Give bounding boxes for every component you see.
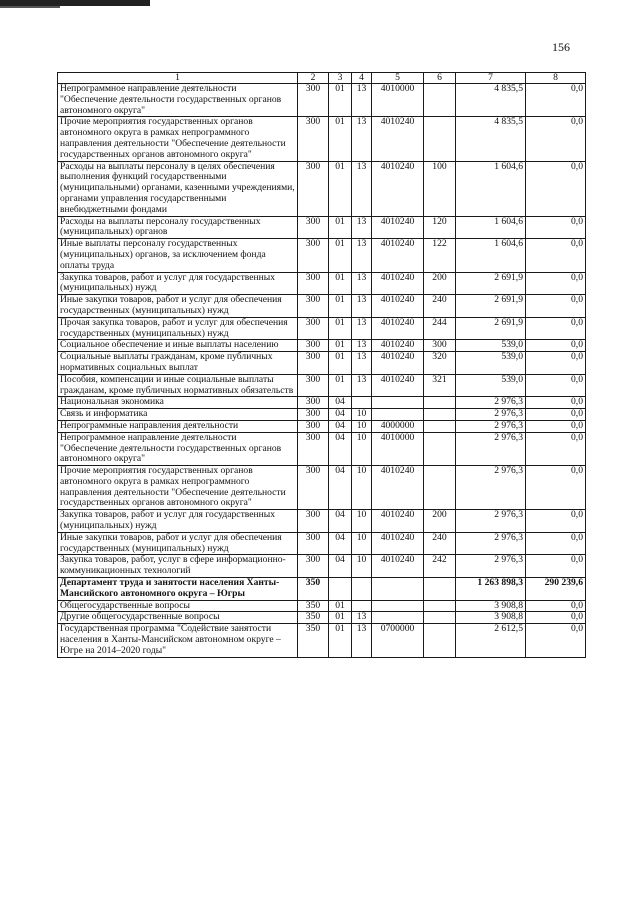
row-section-cell	[329, 578, 352, 601]
row-type-cell	[424, 117, 456, 161]
row-target-cell: 4010240	[372, 161, 424, 216]
column-header: 3	[329, 73, 352, 84]
row-section-cell: 01	[329, 374, 352, 397]
row-subsection-cell: 13	[352, 352, 372, 375]
row-subsection-cell: 10	[352, 510, 372, 533]
row-name-cell: Другие общегосударственные вопросы	[58, 612, 298, 624]
row-name-cell: Прочая закупка товаров, работ и услуг для обеспечения государственных (муниципальных) нужд	[58, 317, 298, 340]
row-subsection-cell: 13	[352, 161, 372, 216]
row-code-cell: 300	[298, 510, 329, 533]
row-amount-cell: 2 976,3	[456, 397, 526, 409]
row-target-cell	[372, 612, 424, 624]
row-code-cell: 300	[298, 84, 329, 117]
row-type-cell	[424, 409, 456, 421]
row-name-cell: Закупка товаров, работ и услуг для государственных (муниципальных) нужд	[58, 510, 298, 533]
row-amount2-cell: 0,0	[526, 161, 586, 216]
row-amount2-cell: 0,0	[526, 117, 586, 161]
row-type-cell: 122	[424, 239, 456, 272]
row-amount2-cell: 0,0	[526, 612, 586, 624]
row-section-cell: 04	[329, 510, 352, 533]
row-amount-cell: 2 976,3	[456, 409, 526, 421]
row-amount2-cell: 290 239,6	[526, 578, 586, 601]
row-type-cell	[424, 612, 456, 624]
column-header: 5	[372, 73, 424, 84]
row-subsection-cell: 13	[352, 272, 372, 295]
row-code-cell: 300	[298, 420, 329, 432]
row-amount2-cell: 0,0	[526, 374, 586, 397]
row-name-cell: Непрограммное направление деятельности "Обеспечение деятельности государственных органов автономного округа"	[58, 432, 298, 465]
row-type-cell: 120	[424, 216, 456, 239]
row-type-cell	[424, 84, 456, 117]
table-row	[58, 352, 586, 375]
row-amount2-cell: 0,0	[526, 272, 586, 295]
table-row	[58, 466, 586, 510]
row-subsection-cell: 10	[352, 432, 372, 465]
row-name-cell: Государственная программа "Содействие занятости населения в Ханты-Мансийском автономном округе – Югре на 2014–2020 годы"	[58, 624, 298, 657]
row-name-cell: Иные выплаты персоналу государственных (муниципальных) органов, за исключением фонда оплаты труда	[58, 239, 298, 272]
row-type-cell	[424, 624, 456, 657]
row-target-cell: 4010240	[372, 216, 424, 239]
column-header: 4	[352, 73, 372, 84]
table-row	[58, 161, 586, 216]
row-amount2-cell: 0,0	[526, 84, 586, 117]
row-code-cell: 300	[298, 432, 329, 465]
row-subsection-cell: 10	[352, 409, 372, 421]
row-subsection-cell: 13	[352, 317, 372, 340]
row-code-cell: 300	[298, 117, 329, 161]
row-subsection-cell: 13	[352, 374, 372, 397]
row-amount-cell: 3 908,8	[456, 600, 526, 612]
row-amount-cell: 4 835,5	[456, 84, 526, 117]
row-amount2-cell: 0,0	[526, 340, 586, 352]
row-amount-cell: 2 691,9	[456, 272, 526, 295]
row-code-cell: 350	[298, 624, 329, 657]
row-section-cell: 01	[329, 295, 352, 318]
row-amount-cell: 539,0	[456, 352, 526, 375]
table-row	[58, 409, 586, 421]
row-target-cell: 4010240	[372, 295, 424, 318]
row-subsection-cell: 13	[352, 624, 372, 657]
row-amount-cell: 4 835,5	[456, 117, 526, 161]
column-header: 1	[58, 73, 298, 84]
row-amount2-cell: 0,0	[526, 555, 586, 578]
row-name-cell: Пособия, компенсации и иные социальные выплаты гражданам, кроме публичных нормативных обязательств	[58, 374, 298, 397]
row-name-cell: Социальное обеспечение и иные выплаты населению	[58, 340, 298, 352]
row-target-cell	[372, 409, 424, 421]
row-type-cell: 240	[424, 295, 456, 318]
row-code-cell: 300	[298, 317, 329, 340]
row-target-cell: 0700000	[372, 624, 424, 657]
row-name-cell: Иные закупки товаров, работ и услуг для обеспечения государственных (муниципальных) нужд	[58, 295, 298, 318]
row-amount-cell: 2 691,9	[456, 317, 526, 340]
row-code-cell: 300	[298, 555, 329, 578]
row-type-cell: 300	[424, 340, 456, 352]
row-target-cell	[372, 397, 424, 409]
row-amount-cell: 539,0	[456, 374, 526, 397]
table-row	[58, 420, 586, 432]
row-amount2-cell: 0,0	[526, 600, 586, 612]
row-subsection-cell: 10	[352, 466, 372, 510]
column-header: 2	[298, 73, 329, 84]
row-amount-cell: 2 976,3	[456, 420, 526, 432]
row-name-cell: Социальные выплаты гражданам, кроме публичных нормативных социальных выплат	[58, 352, 298, 375]
row-section-cell: 04	[329, 409, 352, 421]
row-code-cell: 350	[298, 600, 329, 612]
row-name-cell: Непрограммные направления деятельности	[58, 420, 298, 432]
row-amount-cell: 2 612,5	[456, 624, 526, 657]
row-amount2-cell: 0,0	[526, 295, 586, 318]
row-section-cell: 01	[329, 216, 352, 239]
row-amount-cell: 2 976,3	[456, 510, 526, 533]
row-subsection-cell	[352, 600, 372, 612]
row-amount-cell: 2 976,3	[456, 432, 526, 465]
row-amount-cell: 2 976,3	[456, 532, 526, 555]
row-type-cell	[424, 420, 456, 432]
row-type-cell: 320	[424, 352, 456, 375]
row-name-cell: Департамент труда и занятости населения Ханты-Мансийского автономного округа – Югры	[58, 578, 298, 601]
row-subsection-cell	[352, 578, 372, 601]
table-row	[58, 555, 586, 578]
row-target-cell: 4010240	[372, 532, 424, 555]
row-target-cell: 4000000	[372, 420, 424, 432]
row-target-cell: 4010240	[372, 340, 424, 352]
row-target-cell	[372, 600, 424, 612]
table-row	[58, 295, 586, 318]
row-amount2-cell: 0,0	[526, 397, 586, 409]
row-subsection-cell: 10	[352, 555, 372, 578]
row-name-cell: Национальная экономика	[58, 397, 298, 409]
row-amount-cell: 1 263 898,3	[456, 578, 526, 601]
row-section-cell: 04	[329, 432, 352, 465]
row-amount2-cell: 0,0	[526, 352, 586, 375]
row-amount2-cell: 0,0	[526, 409, 586, 421]
table-row	[58, 239, 586, 272]
row-code-cell: 350	[298, 612, 329, 624]
row-type-cell: 244	[424, 317, 456, 340]
row-code-cell: 300	[298, 216, 329, 239]
table-row	[58, 397, 586, 409]
table-row	[58, 624, 586, 657]
row-section-cell: 01	[329, 84, 352, 117]
column-header: 6	[424, 73, 456, 84]
row-type-cell	[424, 432, 456, 465]
table-header-row	[58, 73, 586, 84]
row-type-cell: 100	[424, 161, 456, 216]
row-code-cell: 300	[298, 239, 329, 272]
row-subsection-cell: 13	[352, 84, 372, 117]
row-code-cell: 300	[298, 272, 329, 295]
row-subsection-cell: 13	[352, 612, 372, 624]
row-type-cell	[424, 578, 456, 601]
row-type-cell	[424, 600, 456, 612]
row-type-cell: 321	[424, 374, 456, 397]
table-row	[58, 340, 586, 352]
row-type-cell	[424, 397, 456, 409]
row-code-cell: 300	[298, 532, 329, 555]
row-amount-cell: 1 604,6	[456, 161, 526, 216]
row-section-cell: 01	[329, 612, 352, 624]
row-amount-cell: 1 604,6	[456, 216, 526, 239]
row-name-cell: Расходы на выплаты персоналу в целях обеспечения выполнения функций государственными (муниципальными) органами, казенными учреждениями, органами управления государственными внебюджетными фондами	[58, 161, 298, 216]
row-subsection-cell: 13	[352, 216, 372, 239]
row-target-cell: 4010240	[372, 272, 424, 295]
row-section-cell: 01	[329, 272, 352, 295]
table-row	[58, 578, 586, 601]
table-row	[58, 216, 586, 239]
row-subsection-cell: 10	[352, 532, 372, 555]
row-name-cell: Непрограммное направление деятельности "Обеспечение деятельности государственных органов автономного округа"	[58, 84, 298, 117]
column-header: 8	[526, 73, 586, 84]
row-target-cell: 4010000	[372, 432, 424, 465]
row-target-cell: 4010000	[372, 84, 424, 117]
table-row	[58, 532, 586, 555]
row-name-cell: Общегосударственные вопросы	[58, 600, 298, 612]
row-amount2-cell: 0,0	[526, 420, 586, 432]
row-type-cell	[424, 466, 456, 510]
row-section-cell: 01	[329, 624, 352, 657]
row-section-cell: 01	[329, 600, 352, 612]
row-section-cell: 04	[329, 420, 352, 432]
row-name-cell: Связь и информатика	[58, 409, 298, 421]
row-amount2-cell: 0,0	[526, 216, 586, 239]
row-name-cell: Прочие мероприятия государственных органов автономного округа в рамках непрограммного направления деятельности "Обеспечение деятельности государственных органов автономного округа"	[58, 466, 298, 510]
table-row	[58, 84, 586, 117]
row-target-cell: 4010240	[372, 466, 424, 510]
row-name-cell: Иные закупки товаров, работ и услуг для обеспечения государственных (муниципальных) нужд	[58, 532, 298, 555]
row-code-cell: 300	[298, 352, 329, 375]
row-section-cell: 01	[329, 317, 352, 340]
row-target-cell: 4010240	[372, 117, 424, 161]
row-target-cell: 4010240	[372, 374, 424, 397]
table-row	[58, 510, 586, 533]
budget-table	[57, 72, 586, 658]
row-code-cell: 300	[298, 409, 329, 421]
row-amount2-cell: 0,0	[526, 239, 586, 272]
row-amount2-cell: 0,0	[526, 532, 586, 555]
table-row	[58, 432, 586, 465]
row-name-cell: Расходы на выплаты персоналу государственных (муниципальных) органов	[58, 216, 298, 239]
row-section-cell: 01	[329, 117, 352, 161]
row-type-cell: 200	[424, 272, 456, 295]
row-subsection-cell: 13	[352, 340, 372, 352]
row-type-cell: 240	[424, 532, 456, 555]
row-name-cell: Закупка товаров, работ и услуг для государственных (муниципальных) нужд	[58, 272, 298, 295]
row-type-cell: 242	[424, 555, 456, 578]
table-row	[58, 117, 586, 161]
row-name-cell: Прочие мероприятия государственных органов автономного округа в рамках непрограммного направления деятельности "Обеспечение деятельности государственных органов автономного округа"	[58, 117, 298, 161]
row-amount-cell: 1 604,6	[456, 239, 526, 272]
row-section-cell: 01	[329, 352, 352, 375]
row-code-cell: 300	[298, 340, 329, 352]
row-amount2-cell: 0,0	[526, 510, 586, 533]
row-amount2-cell: 0,0	[526, 432, 586, 465]
page-number: 156	[552, 40, 570, 54]
row-code-cell: 300	[298, 161, 329, 216]
row-section-cell: 01	[329, 161, 352, 216]
row-amount-cell: 2 976,3	[456, 466, 526, 510]
row-subsection-cell: 13	[352, 295, 372, 318]
column-header: 7	[456, 73, 526, 84]
row-target-cell: 4010240	[372, 317, 424, 340]
row-target-cell: 4010240	[372, 352, 424, 375]
row-amount-cell: 2 976,3	[456, 555, 526, 578]
row-section-cell: 01	[329, 340, 352, 352]
row-section-cell: 01	[329, 239, 352, 272]
row-target-cell: 4010240	[372, 239, 424, 272]
row-subsection-cell: 13	[352, 117, 372, 161]
row-code-cell: 300	[298, 295, 329, 318]
row-amount2-cell: 0,0	[526, 624, 586, 657]
row-code-cell: 300	[298, 466, 329, 510]
row-amount-cell: 3 908,8	[456, 612, 526, 624]
row-target-cell	[372, 578, 424, 601]
row-target-cell: 4010240	[372, 555, 424, 578]
row-subsection-cell	[352, 397, 372, 409]
row-amount2-cell: 0,0	[526, 317, 586, 340]
row-section-cell: 04	[329, 466, 352, 510]
table-row	[58, 612, 586, 624]
row-amount2-cell: 0,0	[526, 466, 586, 510]
scan-edge-mark-thin	[0, 6, 60, 8]
table-row	[58, 317, 586, 340]
table-row	[58, 272, 586, 295]
row-code-cell: 300	[298, 374, 329, 397]
table-row	[58, 374, 586, 397]
row-target-cell: 4010240	[372, 510, 424, 533]
row-amount-cell: 539,0	[456, 340, 526, 352]
row-name-cell: Закупка товаров, работ, услуг в сфере информационно-коммуникационных технологий	[58, 555, 298, 578]
row-code-cell: 300	[298, 397, 329, 409]
row-type-cell: 200	[424, 510, 456, 533]
row-section-cell: 04	[329, 397, 352, 409]
row-amount-cell: 2 691,9	[456, 295, 526, 318]
row-section-cell: 04	[329, 532, 352, 555]
row-code-cell: 350	[298, 578, 329, 601]
row-section-cell: 04	[329, 555, 352, 578]
row-subsection-cell: 13	[352, 239, 372, 272]
row-subsection-cell: 10	[352, 420, 372, 432]
table-row	[58, 600, 586, 612]
